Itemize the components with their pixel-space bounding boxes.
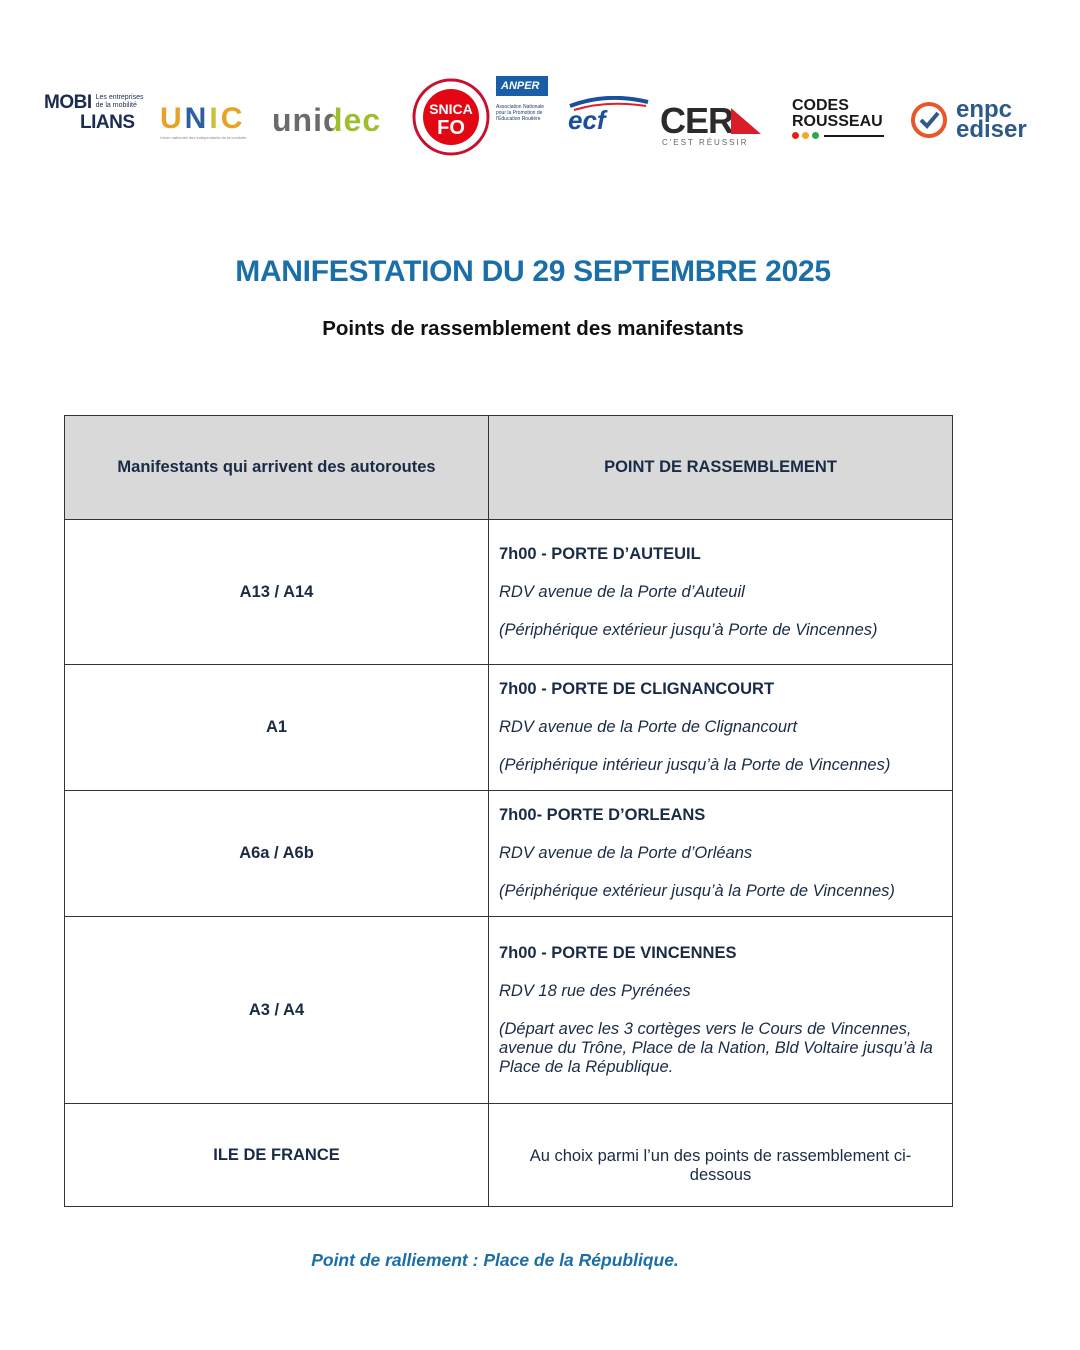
svg-text:ecf: ecf	[568, 105, 606, 132]
codes-rousseau-logo: CODES ROUSSEAU	[792, 98, 884, 139]
autoroute-cell: A6a / A6b	[65, 791, 489, 917]
mobilians-logo: MOBI Les entreprises de la mobilité LIANS	[44, 92, 144, 133]
table-row	[65, 791, 953, 917]
column-header-autoroutes: Manifestants qui arrivent des autoroutes	[65, 416, 489, 520]
unic-logo: UNIC Union nationale des indépendants de la conduite	[160, 102, 247, 140]
unidec-logo: unidec	[272, 102, 382, 138]
cer-flag-icon	[731, 108, 761, 134]
ecf-logo	[562, 96, 652, 132]
enpc-ediser-logo: enpc ediser	[910, 100, 1027, 140]
rally-point-cell: 7h00 - PORTE D’AUTEUIL RDV avenue de la Porte d’Auteuil (Périphérique extérieur jusqu’à Porte de Vincennes)	[489, 520, 953, 665]
rally-point-cell: 7h00 - PORTE DE VINCENNES RDV 18 rue des Pyrénées (Départ avec les 3 cortèges vers le Cours de Vincennes, avenue du Trône, Place de la Nation, Bld Voltaire jusqu’à la Place de la République.	[489, 917, 953, 1104]
rally-points-table	[64, 415, 953, 1207]
rally-point-cell: 7h00 - PORTE DE CLIGNANCOURT RDV avenue de la Porte de Clignancourt (Périphérique intérieur jusqu’à la Porte de Vincennes)	[489, 665, 953, 791]
ecf-emblem	[562, 96, 652, 132]
svg-text:FO: FO	[437, 117, 465, 139]
svg-text:SNICA: SNICA	[429, 101, 473, 117]
table-row	[65, 917, 953, 1104]
check-icon	[910, 101, 948, 139]
column-header-rassemblement: POINT DE RASSEMBLEMENT	[489, 416, 953, 520]
table-row	[65, 665, 953, 791]
autoroute-cell: A3 / A4	[65, 917, 489, 1104]
page-title: MANIFESTATION DU 29 SEPTEMBRE 2025	[235, 255, 831, 288]
page-subtitle: Points de rassemblement des manifestants	[322, 317, 744, 340]
autoroute-cell: A1	[65, 665, 489, 791]
anper-logo: ANPER Association Nationale pour la Promotion de l'Éducation Routière	[496, 76, 554, 122]
rally-point-cell: Au choix parmi l’un des points de rassemblement ci-dessous	[489, 1104, 953, 1207]
snica-fo-emblem	[412, 78, 490, 156]
autoroute-cell: A13 / A14	[65, 520, 489, 665]
table-header-row	[65, 416, 953, 520]
table-row	[65, 1104, 953, 1207]
logo-strip	[40, 70, 1040, 160]
snica-fo-logo	[412, 78, 490, 156]
cer-logo: CER C'EST RÉUSSIR	[660, 104, 761, 147]
rally-point-footer: Point de ralliement : Place de la République.	[311, 1250, 679, 1270]
table-row	[65, 520, 953, 665]
autoroute-cell: ILE DE FRANCE	[65, 1104, 489, 1207]
rally-point-cell: 7h00- PORTE D’ORLEANS RDV avenue de la Porte d’Orléans (Périphérique extérieur jusqu’à la Porte de Vincennes)	[489, 791, 953, 917]
